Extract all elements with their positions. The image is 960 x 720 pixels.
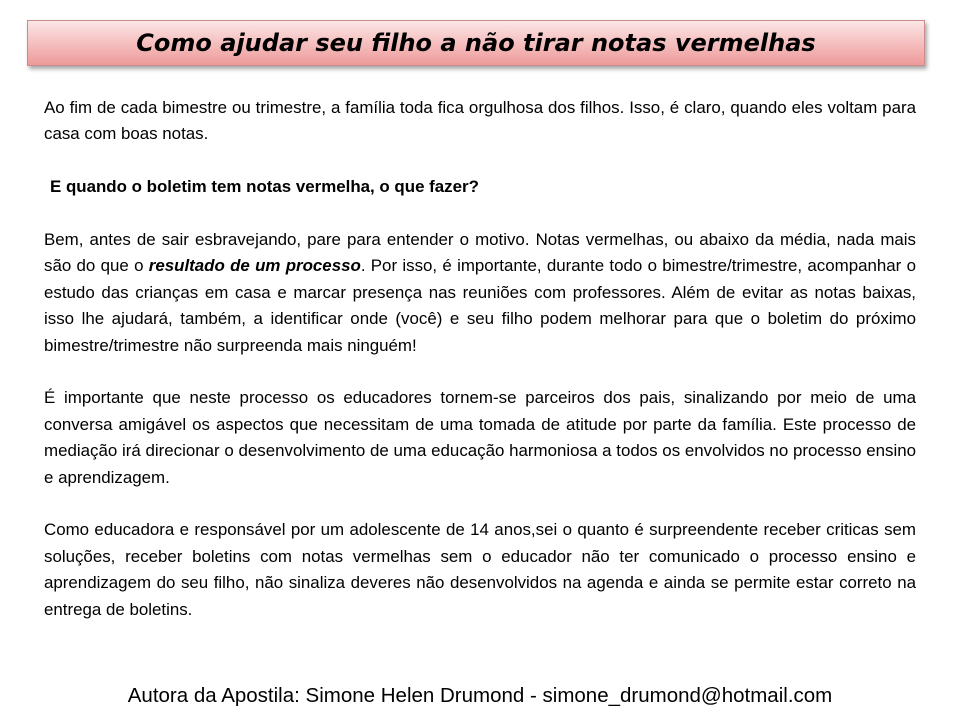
paragraph-motivo	[44, 227, 916, 359]
paragraph-motivo-start: Bem, antes de sair esbravejando, pare para entender o motivo. Notas vermelhas, ou abaixo da média, nada mais são do que o	[44, 230, 916, 276]
page-title: Como ajudar seu filho a não tirar notas vermelhas	[136, 29, 816, 57]
paragraph-motivo-emphasis: resultado de um processo	[148, 256, 361, 276]
author-footer: Autora da Apostila: Simone Helen Drumond - simone_drumond@hotmail.com	[127, 684, 833, 707]
paragraph-motivo-end: . Por isso, é importante, durante todo o bimestre/trimestre, acompanhar o estudo das crianças em casa e marcar presença nas reuniões com professores. Além de evitar as notas baixas, isso lhe ajudará, também, a identificar onde (você) e seu filho podem melhorar para que o boletim do próximo bimestre/trimestre não surpreenda mais ninguém!	[44, 256, 916, 355]
title-banner	[27, 20, 925, 66]
question-heading: E quando o boletim tem notas vermelha, o que fazer?	[50, 177, 479, 197]
paragraph-parceiros: É importante que neste processo os educadores tornem-se parceiros dos pais, sinalizando por meio de uma conversa amigável os aspectos que necessitam de uma tomada de atitude por parte da família. Este processo de mediação irá direcionar o desenvolvimento de uma educação harmoniosa a todos os envolvidos no processo ensino e aprendizagem.	[44, 388, 916, 487]
paragraph-intro: Ao fim de cada bimestre ou trimestre, a família toda fica orgulhosa dos filhos. Isso, é claro, quando eles voltam para casa com boas notas.	[44, 98, 916, 144]
paragraph-educadora: Como educadora e responsável por um adolescente de 14 anos,sei o quanto é surpreendente receber criticas sem soluções, receber boletins com notas vermelhas sem o educador não ter comunicado o processo ensino e aprendizagem do seu filho, não sinaliza deveres não desenvolvidos na agenda e ainda se permite estar correto na entrega de boletins.	[44, 520, 916, 619]
article-body	[44, 95, 916, 623]
